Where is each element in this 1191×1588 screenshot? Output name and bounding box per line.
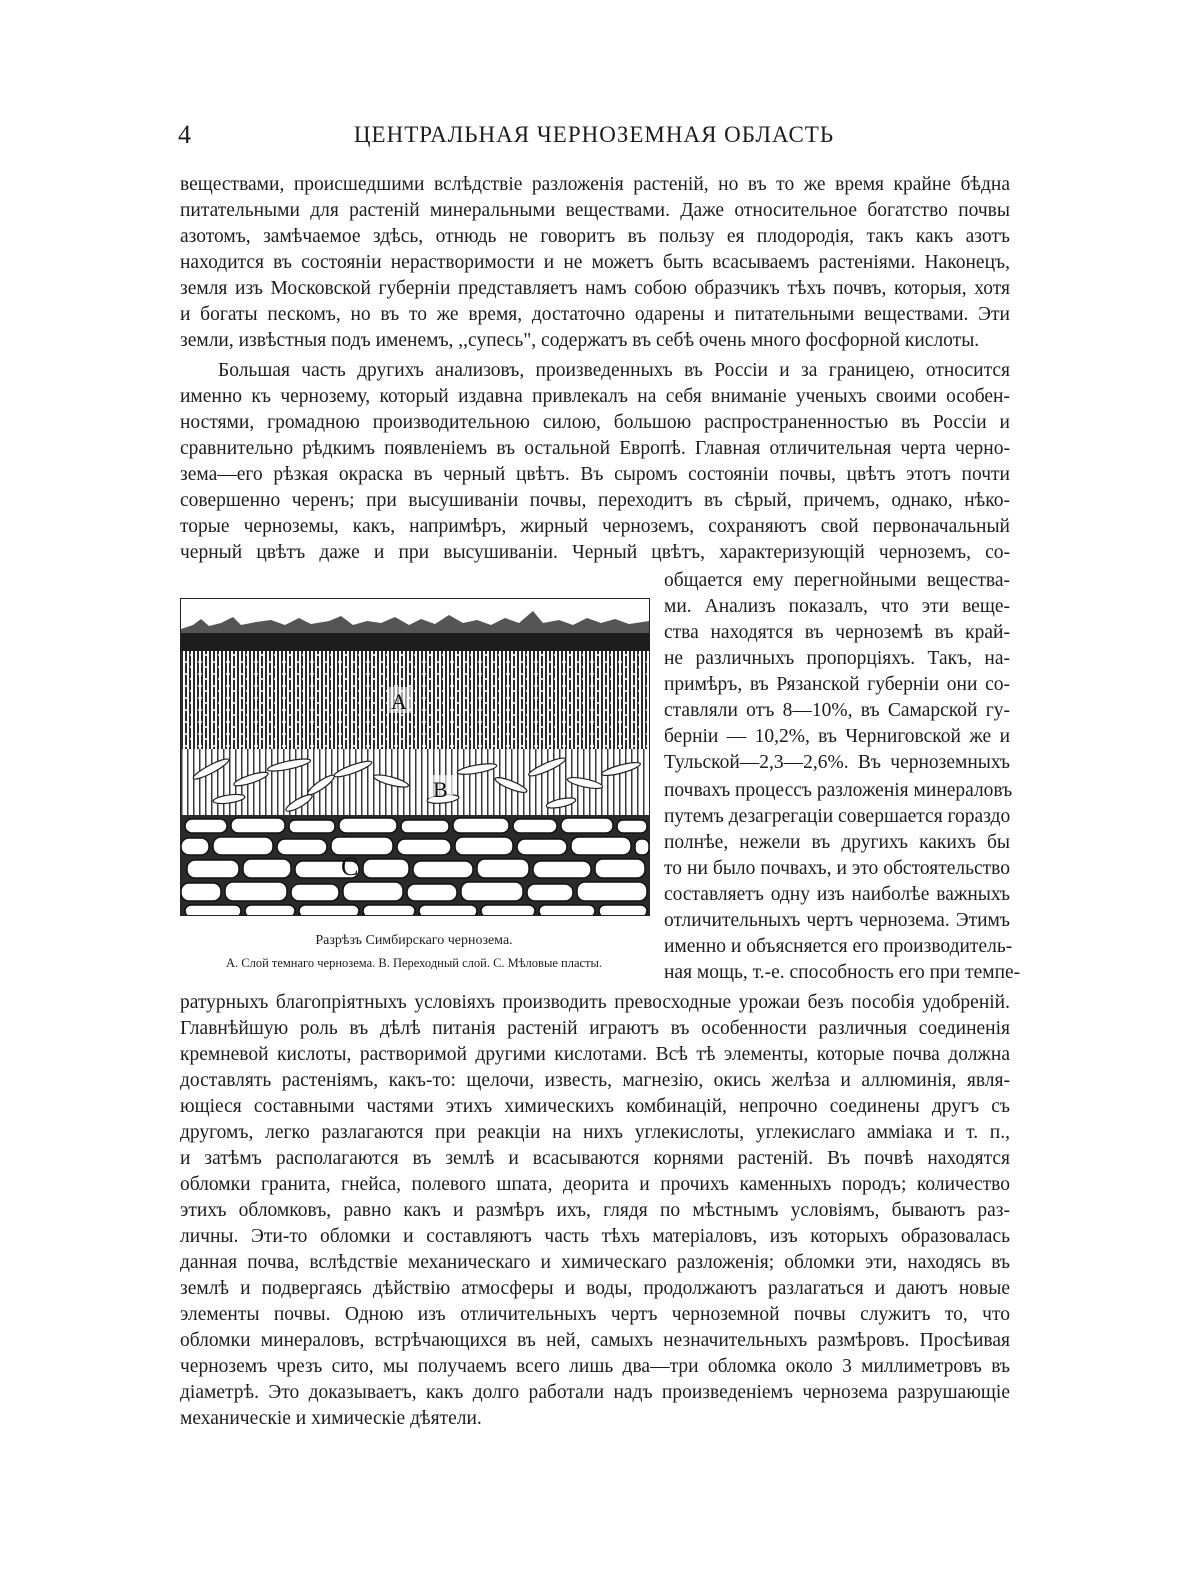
running-title: ЦЕНТРАЛЬНАЯ ЧЕРНОЗЕМНАЯ ОБЛАСТЬ [353, 122, 835, 147]
text-line: кремневой кислоты, растворимой другими кислотами. Всѣ тѣ элементы, которые почва должна [180, 1044, 1010, 1065]
text-line: питательными для растеній минеральными веществами. Даже относительное богатство почвы [180, 200, 1010, 221]
wrap-text-line: общается ему перегнойными вещества- [664, 570, 1010, 591]
text-line: торые черноземы, какъ, напримѣръ, жирный черноземъ, сохраняютъ свой первоначальный [180, 516, 1010, 537]
text-line: Большая часть другихъ анализовъ, произведенныхъ въ Россіи и за границею, относится [218, 360, 1010, 381]
text-line: сравнительно рѣдкимъ появленіемъ въ остальной Европѣ. Главная отличительная черта черно- [180, 438, 1010, 459]
figure-caption-legend: А. Слой темнаго чернозема. В. Переходный слой. С. Мѣловые пласты. [225, 956, 603, 970]
text-line: азотомъ, замѣчаемое здѣсь, отнюдь не говоритъ въ пользу ея плодородія, такъ какъ азотъ [180, 226, 1010, 247]
wrap-text-line: ная мощь, т.-е. способность его при темпе- [664, 962, 1021, 983]
text-line: элементы почвы. Одною изъ отличительныхъ чертъ черноземной почвы служитъ то, что [180, 1304, 1010, 1325]
text-line: земли, извѣстныя подъ именемъ, ,,супесь", содержатъ въ себѣ очень много фосфорной кислоты. [180, 330, 980, 351]
layer-label-b: В [433, 777, 448, 802]
layer-label-a: А [391, 689, 407, 714]
text-line: этихъ обломковъ, равно какъ и размѣръ ихъ, глядя по мѣстнымъ условіямъ, бываютъ раз- [180, 1200, 1010, 1221]
text-line: находится въ состояніи нерастворимости и не можетъ быть всасываемъ растеніями. Наконецъ, [180, 252, 1010, 273]
wrap-text-line: полнѣе, нежели въ другихъ какихъ бы [664, 832, 1010, 853]
wrap-text-line: путемъ дезагрегаціи совершается гораздо [664, 806, 1011, 827]
text-line: Главнѣйшую роль въ дѣлѣ питанія растеній играютъ въ особенности различныя соединенія [180, 1018, 1010, 1039]
soil-cross-section-figure [180, 598, 650, 916]
text-line: обломки гранита, гнейса, полевого шпата, деорита и прочихъ каменныхъ породъ; количество [180, 1174, 1010, 1195]
text-line: механическіе и химическіе дѣятели. [180, 1408, 482, 1429]
text-line: черноземъ чрезъ сито, мы получаемъ всего лишь два—три обломка около 3 миллиметровъ въ [180, 1356, 1010, 1377]
wrap-text-line: составляетъ одну изъ наиболѣе важныхъ [664, 884, 1010, 905]
text-line: и богаты пескомъ, но въ то же время, достаточно одарены и питательными веществами. Эти [180, 304, 1010, 325]
wrap-text-line: ставляли отъ 8—10%, въ Самарской гу- [664, 700, 1010, 721]
text-line: именно къ чернозему, который издавна привлекалъ на себя вниманіе ученыхъ своими особен- [180, 386, 1010, 407]
text-line: веществами, происшедшими вслѣдствіе разложенія растеній, но въ то же время крайне бѣдна [180, 174, 1010, 195]
wrap-text-line: то ни было почвахъ, и это обстоятельство [664, 858, 1010, 879]
wrap-text-line: берніи — 10,2%, въ Черниговской же и [664, 726, 1010, 747]
text-line: совершенно черенъ; при высушиваніи почвы, переходитъ въ сѣрый, причемъ, однако, нѣко- [180, 490, 1010, 511]
text-line: другомъ, легко разлагаются при реакціи на нихъ углекислоты, углекислаго амміака и т. п., [180, 1122, 1010, 1143]
wrap-text-line: отличительныхъ чертъ чернозема. Этимъ [664, 910, 1010, 931]
text-line: черный цвѣтъ даже и при высушиваніи. Черный цвѣтъ, характеризующій черноземъ, со- [180, 542, 1010, 563]
text-line: доставлять растеніямъ, какъ-то: щелочи, известь, магнезію, окись желѣза и аллюминія, явля- [180, 1070, 1010, 1091]
soil-cross-section-illustration [181, 599, 649, 915]
wrap-text-line: примѣръ, въ Рязанской губерніи они со- [664, 674, 1010, 695]
text-line: діаметрѣ. Это доказываетъ, какъ долго работали надъ произведеніемъ чернозема разрушающіе [180, 1382, 1010, 1403]
wrap-text-line: Тульской—2,3—2,6%. Въ черноземныхъ [664, 752, 1010, 773]
figure-caption-title: Разрѣзъ Симбирскаго чернозема. [315, 933, 513, 948]
text-line: земля изъ Московской губерніи представляетъ намъ собою образчикъ тѣхъ почвъ, которыя, хотя [180, 278, 1010, 299]
wrap-text-line: ми. Анализъ показалъ, что эти веще- [664, 596, 1010, 617]
page-number: 4 [178, 120, 191, 149]
wrap-text-line: ства находятся въ черноземѣ въ край- [664, 622, 1010, 643]
text-line: ющіеся составными частями этихъ химическихъ комбинацій, непрочно соединены другъ съ [180, 1096, 1010, 1117]
layer-label-c: С [341, 852, 359, 881]
text-line: и затѣмъ располагаются въ землѣ и всасываются корнями растеній. Въ почвѣ находятся [180, 1148, 1010, 1169]
page-header [176, 116, 1012, 156]
text-line: ратурныхъ благопріятныхъ условіяхъ производить превосходные урожаи безъ пособія удобреній. [180, 992, 1010, 1013]
text-line: зема—его рѣзкая окраска въ черный цвѣтъ. Въ сыромъ состояніи почвы, цвѣтъ этотъ почти [180, 464, 1010, 485]
text-line: данная почва, вслѣдствіе механическаго и химическаго разложенія; обломки эти, находясь въ [180, 1252, 1010, 1273]
wrap-text-line: почвахъ процессъ разложенія минераловъ [664, 780, 1013, 801]
text-line: землѣ и подвергаясь дѣйствію атмосферы и воды, продолжаютъ разлагаться и даютъ новые [180, 1278, 1010, 1299]
text-line: обломки минераловъ, встрѣчающихся въ ней, самыхъ незначительныхъ размѣровъ. Просѣивая [180, 1330, 1010, 1351]
text-line: личны. Эти-то обломки и составляютъ часть тѣхъ матеріаловъ, изъ которыхъ образовалась [180, 1226, 1010, 1247]
text-line: ностями, громадною производительною силою, большою распространенностью въ Россіи и [180, 412, 1010, 433]
wrap-text-line: именно и объясняется его производитель- [664, 936, 1013, 957]
wrap-text-line: не различныхъ пропорціяхъ. Такъ, на- [664, 648, 1010, 669]
